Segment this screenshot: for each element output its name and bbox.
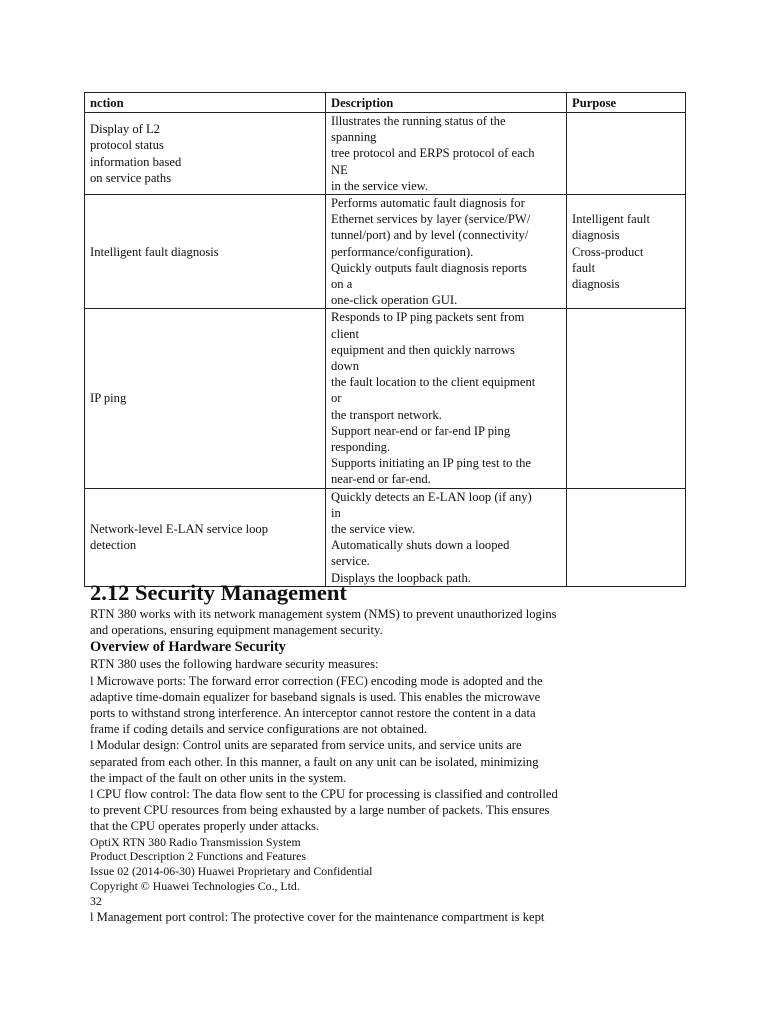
purpose-cell (567, 113, 686, 195)
body-line: RTN 380 uses the following hardware security measures: (90, 657, 379, 672)
description-cell-line: client (331, 326, 359, 341)
description-cell (326, 195, 567, 309)
description-cell (326, 488, 567, 586)
description-cell-line: the service view. (331, 522, 416, 537)
body-line: adaptive time-domain equalizer for baseband signals is used. This enables the microwave (90, 689, 541, 704)
description-cell-line: Responds to IP ping packets sent from (331, 310, 525, 325)
description-cell-line: down (331, 359, 359, 374)
description-cell-line: in the service view. (331, 178, 429, 193)
body-line: frame if coding details and service configurations are not obtained. (90, 722, 428, 737)
purpose-cell (567, 309, 686, 488)
header-purpose: Purpose (567, 93, 686, 113)
function-cell (85, 309, 326, 488)
description-cell-line: Ethernet services by layer (service/PW/ (331, 212, 531, 227)
function-cell (85, 195, 326, 309)
intro-line: RTN 380 works with its network management system (NMS) to prevent unauthorized logins (90, 607, 557, 621)
purpose-cell (567, 195, 686, 309)
footer-line: Product Description 2 Functions and Features (90, 849, 306, 864)
description-cell-line: Illustrates the running status of the (331, 114, 506, 128)
function-cell-line: information based (90, 154, 182, 169)
body-line: l Microwave ports: The forward error correction (FEC) encoding mode is adopted and the (90, 673, 543, 688)
page-footer (90, 835, 690, 909)
description-cell-line: in (331, 505, 341, 520)
function-cell-line: protocol status (90, 138, 164, 153)
body-line: that the CPU operates properly under attacks. (90, 819, 320, 834)
purpose-cell-line: fault (572, 260, 596, 275)
description-cell-line: tree protocol and ERPS protocol of each (331, 146, 535, 161)
header-description: Description (326, 93, 567, 113)
header-function: nction (85, 93, 326, 113)
table-row (85, 113, 686, 195)
section-title: 2.12 Security Management (90, 580, 347, 605)
description-cell-line: tunnel/port) and by level (connectivity/ (331, 228, 529, 243)
purpose-cell-line: diagnosis (572, 228, 620, 243)
table-header-row (85, 93, 686, 113)
page-number: 32 (90, 893, 102, 908)
function-cell-line: Intelligent fault diagnosis (90, 244, 219, 259)
function-cell (85, 488, 326, 586)
function-cell (85, 113, 326, 195)
table-row (85, 488, 686, 586)
function-cell-line: detection (90, 538, 137, 553)
body-line: separated from each other. In this manner, a fault on any unit can be isolated, minimizing (90, 754, 539, 769)
description-cell-line: or (331, 391, 342, 406)
function-cell-line: Network-level E-LAN service loop (90, 522, 268, 537)
body-line: l CPU flow control: The data flow sent to the CPU for processing is classified and controlled (90, 787, 558, 802)
description-cell-line: service. (331, 554, 370, 569)
purpose-cell (567, 488, 686, 586)
description-cell (326, 113, 567, 195)
description-cell-line: Support near-end or far-end IP ping (331, 423, 511, 438)
purpose-cell-line: Intelligent fault (572, 212, 650, 227)
body-line: the impact of the fault on other units in the system. (90, 770, 347, 785)
description-cell-line: Automatically shuts down a looped (331, 538, 510, 553)
description-cell-line: Performs automatic fault diagnosis for (331, 196, 525, 211)
purpose-cell-line: Cross-product (572, 244, 644, 259)
description-cell-line: the transport network. (331, 407, 442, 422)
description-cell-line: on a (331, 277, 353, 292)
purpose-cell-line: diagnosis (572, 277, 620, 292)
footer-line: OptiX RTN 380 Radio Transmission System (90, 834, 301, 849)
description-cell-line: NE (331, 162, 348, 177)
description-cell-line: Displays the loopback path. (331, 570, 471, 585)
description-cell-line: Supports initiating an IP ping test to the (331, 456, 531, 471)
subheading: Overview of Hardware Security (90, 639, 286, 656)
function-table (84, 92, 686, 587)
intro-line: and operations, ensuring equipment management security. (90, 623, 383, 638)
description-cell-line: performance/configuration). (331, 244, 474, 259)
description-cell-line: the fault location to the client equipment (331, 375, 536, 390)
body-line: to prevent CPU resources from being exhausted by a large number of packets. This ensures (90, 803, 550, 818)
body-line: ports to withstand strong interference. An interceptor cannot restore the content in a data (90, 706, 536, 721)
description-cell (326, 309, 567, 488)
body-line: l Modular design: Control units are separated from service units, and service units are (90, 738, 522, 753)
function-cell-line: Display of L2 (90, 122, 160, 137)
description-cell-line: near-end or far-end. (331, 472, 431, 487)
description-cell-line: Quickly outputs fault diagnosis reports (331, 260, 527, 275)
description-cell-line: spanning (331, 130, 377, 145)
section-body (90, 606, 690, 925)
body-line: l Management port control: The protective cover for the maintenance compartment is kept (90, 909, 545, 924)
table-row (85, 309, 686, 488)
function-cell-line: IP ping (90, 391, 127, 406)
footer-line: Copyright © Huawei Technologies Co., Ltd. (90, 879, 300, 894)
description-cell-line: equipment and then quickly narrows (331, 342, 515, 357)
table-row (85, 195, 686, 309)
description-cell-line: responding. (331, 440, 391, 455)
description-cell-line: Quickly detects an E-LAN loop (if any) (331, 489, 532, 504)
description-cell-line: one-click operation GUI. (331, 293, 458, 308)
function-cell-line: on service paths (90, 170, 172, 185)
footer-line: Issue 02 (2014-06-30) Huawei Proprietary and Confidential (90, 864, 373, 879)
